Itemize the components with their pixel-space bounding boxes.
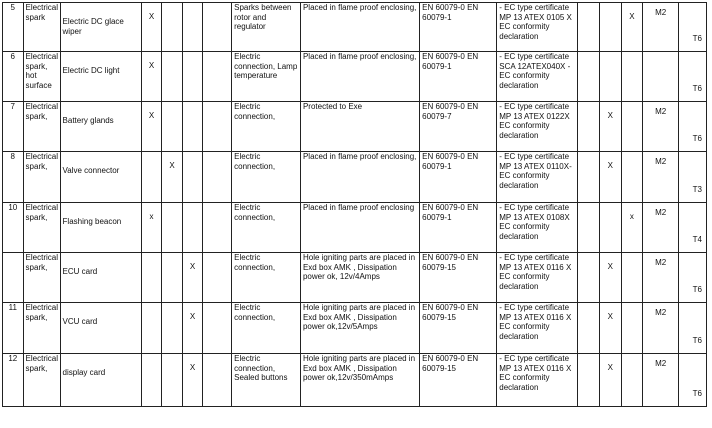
mark-col-a: [141, 152, 162, 203]
mark-col-d: X: [600, 253, 622, 303]
mark-col-d: X: [600, 354, 622, 407]
blank-col: [203, 3, 232, 52]
mark-col-c: X: [182, 354, 203, 407]
row-number: 8: [3, 152, 24, 203]
mark-col-c: X: [182, 253, 203, 303]
equipment-group: M2: [643, 3, 679, 52]
mark-col-d: X: [600, 303, 622, 354]
ignition-source: Electrical spark, hot surface: [23, 52, 60, 102]
mark-col-b: [162, 3, 183, 52]
ignition-source: Electrical spark,: [23, 152, 60, 203]
standards: EN 60079-0 EN 60079-15: [420, 354, 497, 407]
protection-measure: Placed in flame proof enclosing,: [300, 152, 419, 203]
standards: EN 60079-0 EN 60079-15: [420, 303, 497, 354]
mark-col-e: x: [621, 203, 643, 253]
mark-col-b: [162, 253, 183, 303]
certificate-info: - EC type certificate MP 13 ATEX 0116 X EC conformity declaration: [497, 253, 578, 303]
mark-col-e: [621, 303, 643, 354]
certificate-info: - EC type certificate MP 13 ATEX 0122X EC conformity declaration: [497, 102, 578, 152]
blank-col-2: [578, 253, 600, 303]
equipment-group: M2: [643, 303, 679, 354]
table-row: [3, 52, 707, 102]
protection-measure: Hole igniting parts are placed in Exd box AMK , Dissipation power ok,12v/350mAmps: [300, 354, 419, 407]
ignition-cause: Electric connection,: [232, 152, 301, 203]
equipment-name: Flashing beacon: [60, 203, 141, 253]
certificate-info: - EC type certificate MP 13 ATEX 0110X- EC conformity declaration: [497, 152, 578, 203]
row-number: [3, 253, 24, 303]
certificate-info: - EC type certificate MP 13 ATEX 0116 X EC conformity declaration: [497, 303, 578, 354]
ignition-cause: Electric connection, Lamp temperature: [232, 52, 301, 102]
temperature-class: T6: [679, 3, 707, 52]
temperature-class: T6: [679, 52, 707, 102]
mark-col-d: [600, 52, 622, 102]
temperature-class: T6: [679, 102, 707, 152]
mark-col-a: [141, 354, 162, 407]
equipment-name: ECU card: [60, 253, 141, 303]
blank-col-2: [578, 3, 600, 52]
blank-col: [203, 52, 232, 102]
mark-col-e: [621, 152, 643, 203]
ignition-source: Electrical spark,: [23, 354, 60, 407]
mark-col-d: [600, 203, 622, 253]
equipment-name: display card: [60, 354, 141, 407]
ignition-cause: Sparks between rotor and regulator: [232, 3, 301, 52]
standards: EN 60079-0 EN 60079-1: [420, 3, 497, 52]
temperature-class: T6: [679, 354, 707, 407]
mark-col-a: X: [141, 102, 162, 152]
table-row: [3, 253, 707, 303]
blank-col-2: [578, 354, 600, 407]
protection-measure: Placed in flame proof enclosing,: [300, 3, 419, 52]
temperature-class: T4: [679, 203, 707, 253]
certificate-info: - EC type certificate MP 13 ATEX 0116 X EC conformity declaration: [497, 354, 578, 407]
blank-col-2: [578, 52, 600, 102]
mark-col-c: X: [182, 303, 203, 354]
table-row: [3, 3, 707, 52]
equipment-name: VCU card: [60, 303, 141, 354]
mark-col-a: [141, 253, 162, 303]
protection-measure: Placed in flame proof enclosing,: [300, 52, 419, 102]
ignition-cause: Electric connection,: [232, 203, 301, 253]
protection-measure: Placed in flame proof enclosing: [300, 203, 419, 253]
protection-measure: Hole igniting parts are placed in Exd box AMK , Dissipation power ok,12v/5Amps: [300, 303, 419, 354]
row-number: 7: [3, 102, 24, 152]
mark-col-b: X: [162, 152, 183, 203]
mark-col-e: X: [621, 3, 643, 52]
ignition-source: Electrical spark,: [23, 102, 60, 152]
equipment-group: M2: [643, 253, 679, 303]
blank-col: [203, 203, 232, 253]
mark-col-b: [162, 203, 183, 253]
mark-col-d: X: [600, 102, 622, 152]
mark-col-d: X: [600, 152, 622, 203]
blank-col-2: [578, 203, 600, 253]
mark-col-e: [621, 354, 643, 407]
ignition-source: Electrical spark,: [23, 253, 60, 303]
blank-col: [203, 354, 232, 407]
mark-col-d: [600, 3, 622, 52]
temperature-class: T6: [679, 253, 707, 303]
ignition-source: Electrical spark: [23, 3, 60, 52]
row-number: 6: [3, 52, 24, 102]
row-number: 11: [3, 303, 24, 354]
blank-col: [203, 303, 232, 354]
mark-col-c: [182, 102, 203, 152]
certificate-info: - EC type certificate MP 13 ATEX 0108X EC conformity declaration: [497, 203, 578, 253]
ignition-source: Electrical spark,: [23, 203, 60, 253]
equipment-name: Electric DC light: [60, 52, 141, 102]
protection-measure: Protected to Exe: [300, 102, 419, 152]
certificate-info: - EC type certificate SCA 12ATEX040X - EC conformity declaration: [497, 52, 578, 102]
ignition-cause: Electric connection,: [232, 303, 301, 354]
ignition-cause: Electric connection,: [232, 253, 301, 303]
mark-col-c: [182, 52, 203, 102]
equipment-name: Electric DC glace wiper: [60, 3, 141, 52]
row-number: 5: [3, 3, 24, 52]
protection-measure: Hole igniting parts are placed in Exd box AMK , Dissipation power ok, 12v/4Amps: [300, 253, 419, 303]
standards: EN 60079-0 EN 60079-15: [420, 253, 497, 303]
table-row: [3, 354, 707, 407]
blank-col-2: [578, 102, 600, 152]
blank-col: [203, 102, 232, 152]
equipment-risk-table: [2, 2, 707, 407]
blank-col-2: [578, 152, 600, 203]
equipment-group: M2: [643, 102, 679, 152]
equipment-group: M2: [643, 203, 679, 253]
certificate-info: - EC type certificate MP 13 ATEX 0105 X EC conformity declaration: [497, 3, 578, 52]
mark-col-b: [162, 52, 183, 102]
table-row: [3, 303, 707, 354]
mark-col-e: [621, 52, 643, 102]
ignition-source: Electrical spark,: [23, 303, 60, 354]
table-row: [3, 203, 707, 253]
mark-col-a: X: [141, 52, 162, 102]
equipment-group: M2: [643, 354, 679, 407]
equipment-group: [643, 52, 679, 102]
table-row: [3, 102, 707, 152]
equipment-name: Valve connector: [60, 152, 141, 203]
mark-col-e: [621, 102, 643, 152]
mark-col-c: [182, 203, 203, 253]
temperature-class: T3: [679, 152, 707, 203]
mark-col-a: x: [141, 203, 162, 253]
mark-col-a: X: [141, 3, 162, 52]
row-number: 12: [3, 354, 24, 407]
row-number: 10: [3, 203, 24, 253]
standards: EN 60079-0 EN 60079-1: [420, 52, 497, 102]
ignition-cause: Electric connection, Sealed buttons: [232, 354, 301, 407]
standards: EN 60079-0 EN 60079-1: [420, 203, 497, 253]
mark-col-e: [621, 253, 643, 303]
blank-col: [203, 253, 232, 303]
mark-col-a: [141, 303, 162, 354]
mark-col-b: [162, 354, 183, 407]
mark-col-b: [162, 303, 183, 354]
ignition-cause: Electric connection,: [232, 102, 301, 152]
standards: EN 60079-0 EN 60079-7: [420, 102, 497, 152]
table-row: [3, 152, 707, 203]
mark-col-b: [162, 102, 183, 152]
temperature-class: T6: [679, 303, 707, 354]
mark-col-c: [182, 152, 203, 203]
standards: EN 60079-0 EN 60079-1: [420, 152, 497, 203]
blank-col: [203, 152, 232, 203]
equipment-name: Battery glands: [60, 102, 141, 152]
blank-col-2: [578, 303, 600, 354]
equipment-group: M2: [643, 152, 679, 203]
mark-col-c: [182, 3, 203, 52]
